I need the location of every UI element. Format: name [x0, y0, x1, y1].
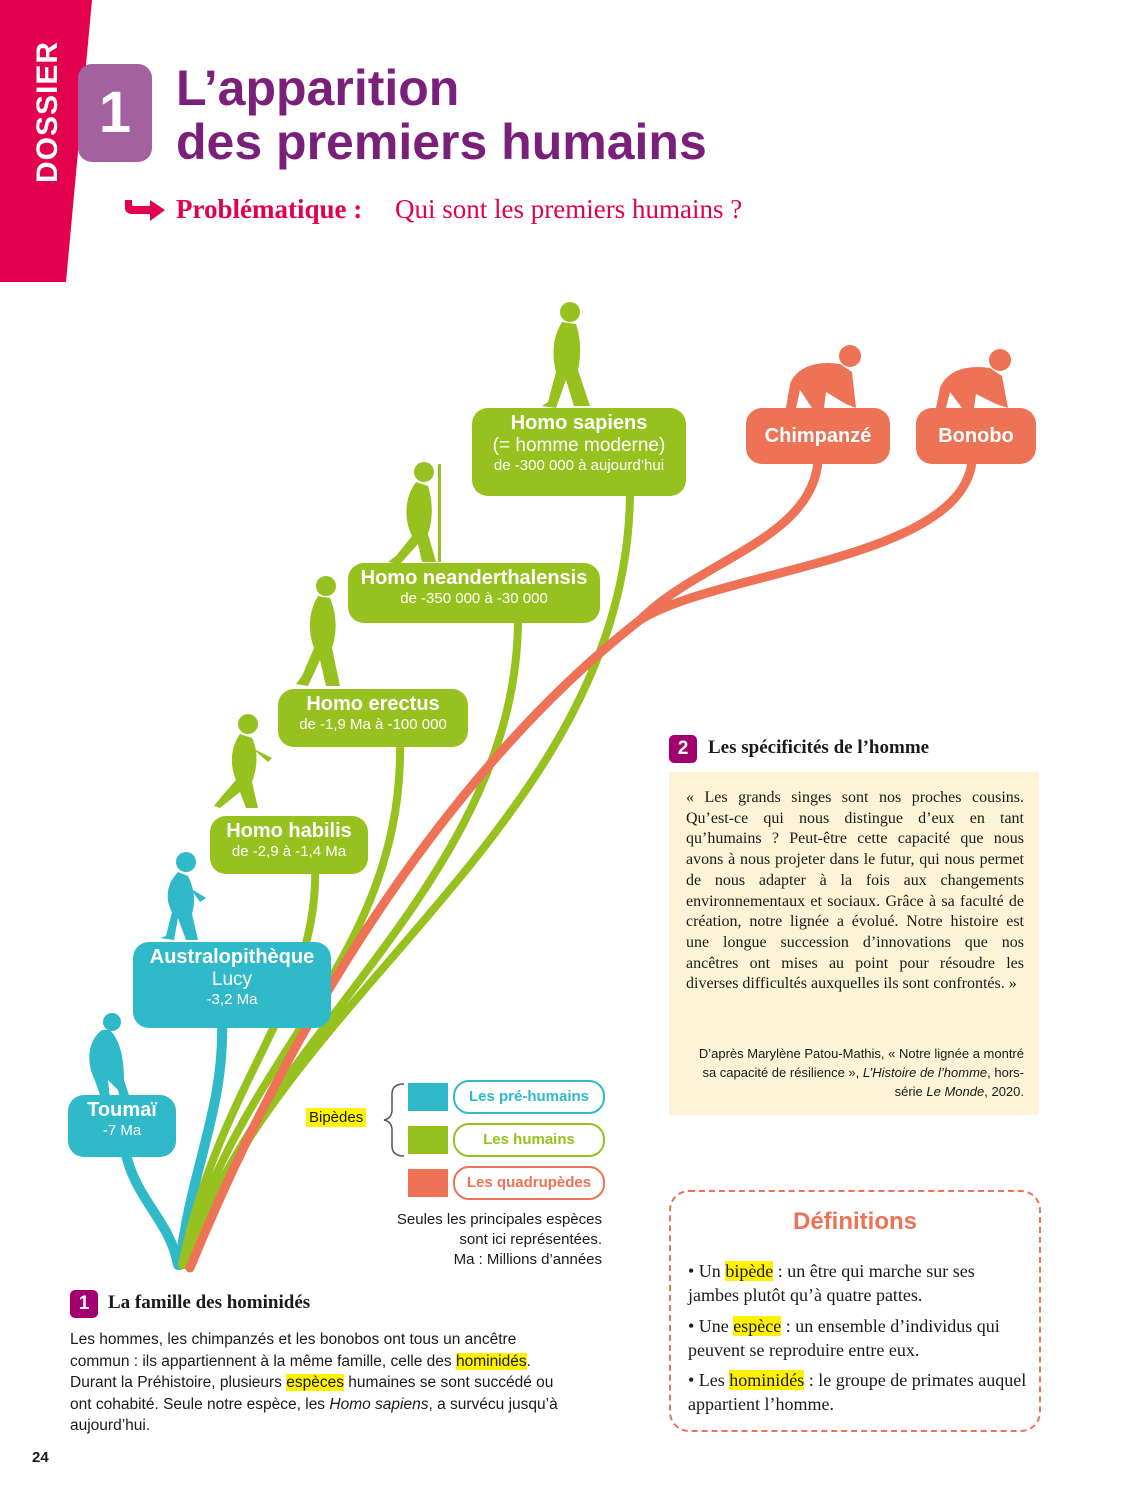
chimpanze-silhouette: [786, 345, 861, 408]
dossier-label: DOSSIER: [31, 40, 64, 184]
legend-swatch-pre-humains: [408, 1083, 448, 1111]
homo-habilis-silhouette: [214, 714, 272, 808]
section2-number: 2: [669, 735, 697, 763]
homo-erectus-silhouette: [296, 576, 340, 686]
species-australopitheque: Australopithèque Lucy -3,2 Ma: [133, 942, 331, 1028]
problematique-label: Problématique :: [176, 194, 363, 224]
definition-bipede: • Un bipède : un être qui marche sur ses jambes plutôt qu’à quatre pattes.: [688, 1261, 975, 1305]
bonobo-silhouette: [936, 349, 1011, 408]
species-bonobo: Bonobo: [916, 408, 1036, 464]
australopitheque-silhouette: [160, 852, 206, 940]
problematique-text: Qui sont les premiers humains ?: [395, 194, 743, 224]
species-toumai: Toumaï -7 Ma: [68, 1095, 176, 1157]
homo-sapiens-silhouette: [542, 302, 590, 408]
legend-label-quadrupedes: Les quadrupèdes: [453, 1166, 605, 1200]
definitions-title: Définitions: [793, 1208, 917, 1235]
page-number: 24: [32, 1449, 49, 1466]
branch-toumai: [125, 1150, 178, 1265]
legend-brace: [378, 1080, 408, 1160]
legend-bipedes: Bipèdes: [306, 1108, 366, 1127]
species-homo-neanderthalensis: Homo neanderthalensis de -350 000 à -30 000: [348, 563, 600, 623]
section1-number: 1: [70, 1290, 98, 1318]
section1-text: Les hommes, les chimpanzés et les bonobos ont tous un ancêtre commun : ils appartiennent à la même famille, celle des hominidés. Durant la Préhistoire, plusieurs espèces humaines se sont succédé ou ont cohabité. Seule notre espèce, les Homo sapiens, a survécu jusqu’à aujourd’hui.: [70, 1331, 558, 1434]
definition-hominides: • Les hominidés : le groupe de primates auquel appartient l’homme.: [688, 1370, 1027, 1414]
legend-note: Seules les principales espèces sont ici représentées. Ma : Millions d’années: [396, 1211, 602, 1268]
legend-swatch-quadrupedes: [408, 1169, 448, 1197]
dossier-number: 1: [78, 64, 152, 162]
species-chimpanze: Chimpanzé: [746, 408, 890, 464]
legend-label-humains: Les humains: [453, 1123, 605, 1157]
legend-label-pre-humains: Les pré-humains: [453, 1080, 605, 1114]
branch-bonobo: [640, 462, 972, 620]
toumai-silhouette: [89, 1013, 130, 1100]
page-title-line1: L’apparition: [176, 60, 460, 116]
quote-source: D’après Marylène Patou-Mathis, « Notre lignée a montré sa capacité de résilience », L’Histoire de l’homme, hors-série Le Monde, 2020.: [698, 1046, 1024, 1099]
page-title-line2: des premiers humains: [176, 114, 707, 170]
homo-neanderthalensis-silhouette: [388, 462, 441, 564]
species-homo-sapiens: Homo sapiens (= homme moderne) de -300 000 à aujourd’hui: [472, 408, 686, 496]
species-homo-habilis: Homo habilis de -2,9 à -1,4 Ma: [210, 816, 368, 874]
quote-text: « Les grands singes sont nos proches cousins. Qu’est-ce qui nous distingue d’eux en tant qu’humains ? Peut-être cette capacité que nous avons à nous projeter dans le futur, qui nous permet de nous adapter à la fois aux changements environnementaux et sociaux. Grâce à sa faculté de création, notre lignée a évolué. Notre histoire est une longue succession d’innovations que nos ancêtres ont mises au point pour résoudre les diverses difficultés auxquelles ils sont confrontés. »: [686, 789, 1024, 993]
section1-title: La famille des hominidés: [108, 1292, 311, 1313]
legend-swatch-humains: [408, 1126, 448, 1154]
section2-title: Les spécificités de l’homme: [708, 737, 930, 758]
definition-espece: • Une espèce : un ensemble d’individus qui peuvent se reproduire entre eux.: [688, 1316, 1000, 1360]
species-homo-erectus: Homo erectus de -1,9 Ma à -100 000: [278, 689, 468, 747]
